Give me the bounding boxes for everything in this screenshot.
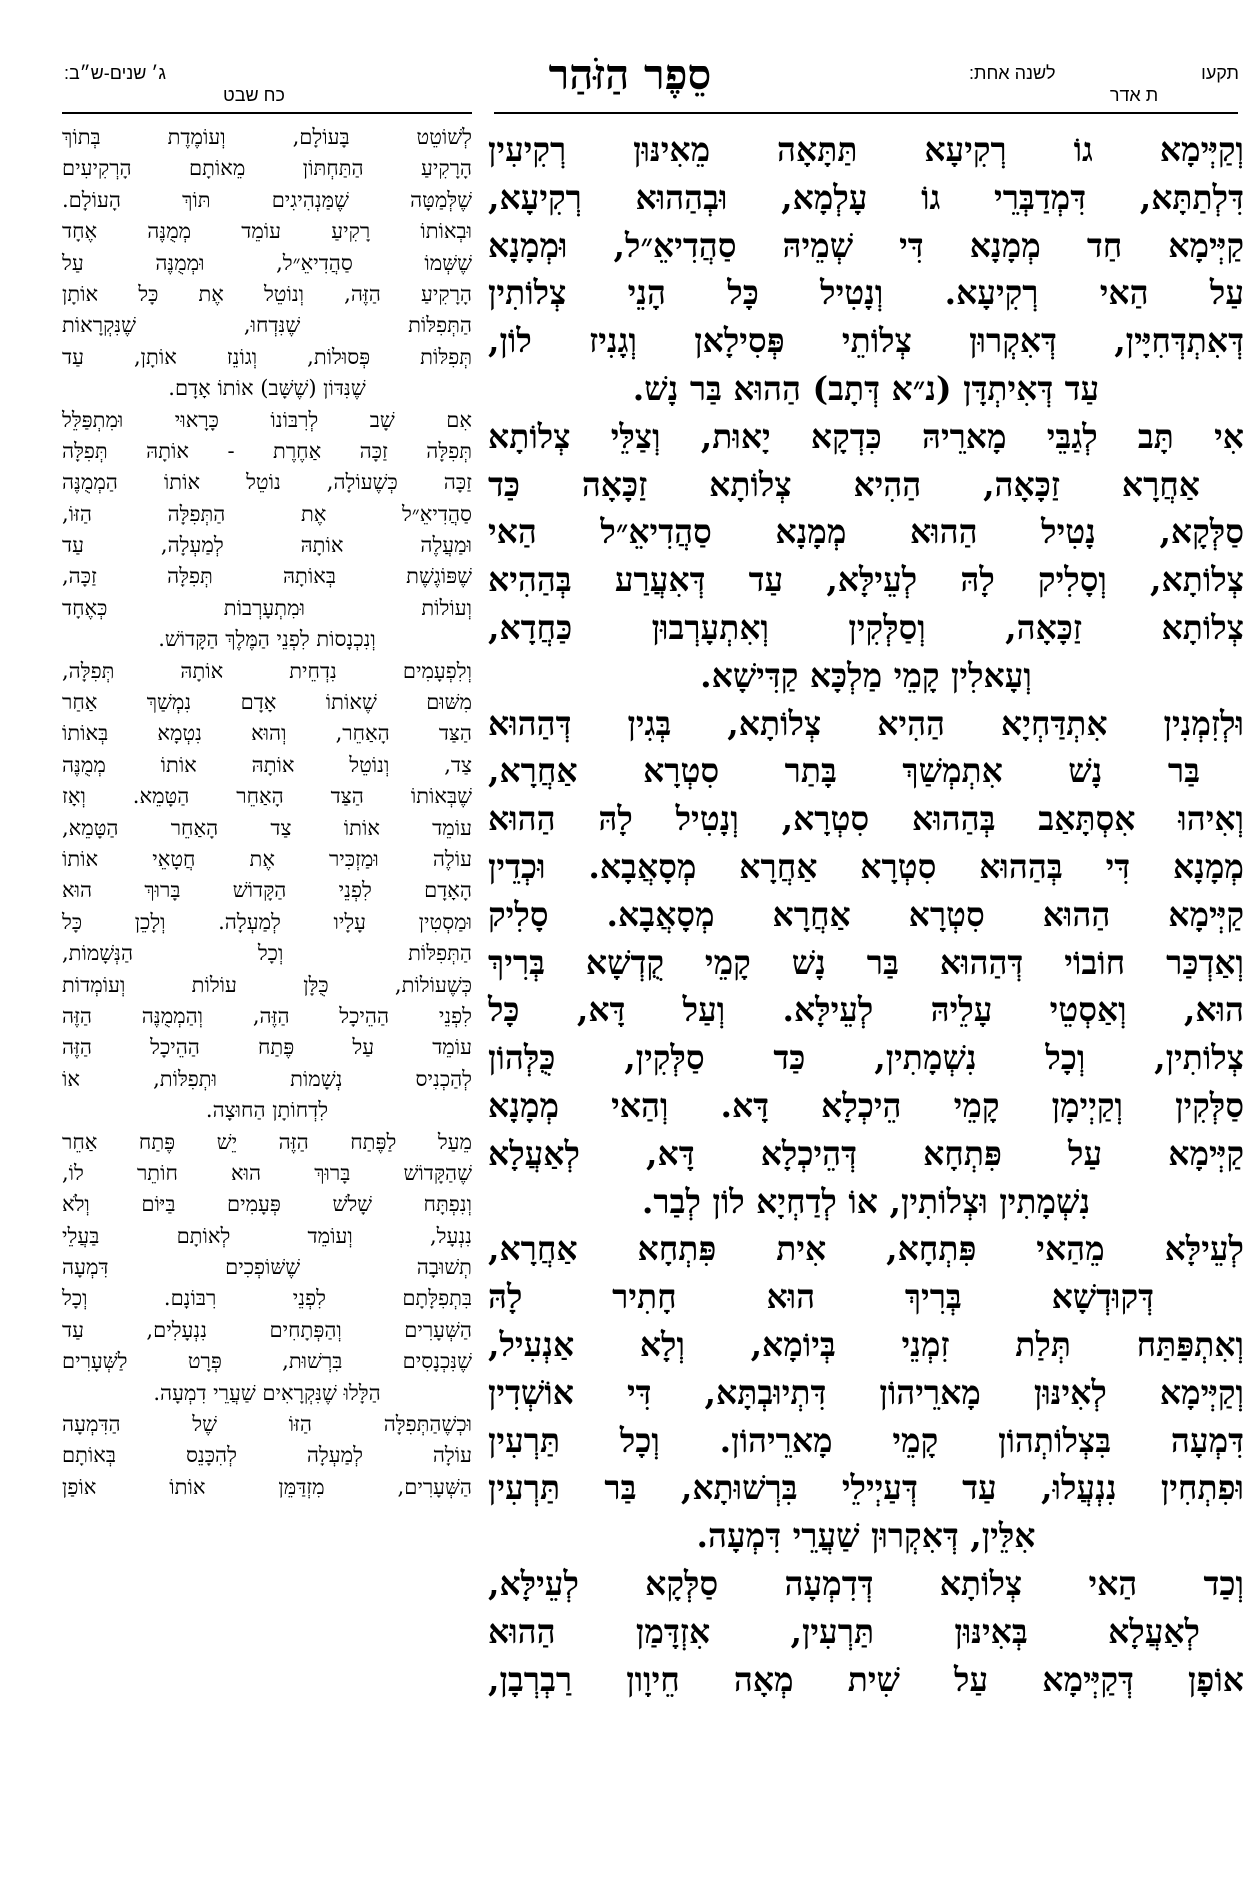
translation-line: הָרָקִיעַ הַזֶּה, וְנוֹטֵל אֶת כָּל אוֹתָן [62,281,472,306]
header-left-info [64,62,444,106]
translation-line: וּכְשֶׁהַתְּפִלָּה הַזּוֹ שֶׁל הַדִּמְעָה [62,1412,472,1437]
header-right-info [969,62,1239,106]
main-text-line: נִשְׁמָתִין וּצְלוֹתִין, אוֹ לְדַחְיָא לוֹן לְבַר. [641,1181,1091,1221]
main-text-line: דִּמְעָה בִּצְלוֹתְהוֹן קָמֵי מָארֵיהוֹן. וְכָל תַּרְעִין [488,1420,1244,1460]
translation-line: תְּפִלָּה זַכָּה אַחֶרֶת - אוֹתָהּ תְּפִלָּה [62,438,472,463]
main-text-line: אוֹפָן דְּקַיְּימָא עַל שִׁית מְאָה חֵיוָון רַבְרְבָן, [488,1659,1244,1699]
main-text-line: וְקַיְּימָא לְאִינּוּן מָארֵיהוֹן דִּתְיוּבְתָּא, דִּי אוֹשְׁדִין [488,1372,1244,1412]
main-text-line: הוּא, וְאַסְטֵי עָלֵיהּ לְעֵילָּא. וְעַל דָּא, כָּל [488,990,1244,1030]
header-right-top-b: לשנה אחת: [969,63,1056,83]
page-header [0,0,1253,118]
translation-line: שֶׁנִּכְנָסִים בִּרְשׁוּת, פְּרָט לַשְּׁעָרִים [62,1349,472,1374]
translation-line: הָאָדָם לִפְנֵי הַקָּדוֹשׁ בָּרוּךְ הוּא [62,878,472,903]
main-text-line: וְקַיְּימָא גוֹ רְקִיעָא תַּתָּאָה מֵאִינּוּן רְקִיעִין [488,130,1244,169]
translation-line: סַהֲדִיאֵ״ל אֶת הַתְּפִלָּה הַזּוֹ, [62,501,472,526]
main-text-line: אִלֵּין, דְּאִקְרוּן שַׁעֲרֵי דִּמְעָה. [696,1516,1036,1556]
main-text-line: וְאַדְכַּר חוֹבוֹי דְּהַהוּא בַּר נָשׁ קָמֵי קֻדְשָׁא בְּרִיךְ [488,942,1244,982]
translation-line: וְנִכְנָסוֹת לִפְנֵי הַמֶּלֶךְ הַקָּדוֹשׁ. [158,627,376,652]
main-text-line: וְכַד הַאי צְלוֹתָא דְּדִמְעָה סַלְּקָא לְעֵילָּא, [488,1563,1244,1603]
header-left-top: ג׳ שנים-ש״ב: [64,63,166,83]
translation-line: מֵעַל לַפֶּתַח הַזֶּה יֵשׁ פֶּתַח אַחֵר [62,1129,472,1154]
main-text-line: קַיְּימָא חַד מְמָנָא דִּי שְׁמֵיהּ סַהֲדִיאֵ״ל, וּמְמָנָא [488,225,1244,265]
translation-line: עוֹמֵד אוֹתוֹ צַד הָאַחֵר הַטָּמֵא, [62,815,472,840]
translation-line: הַשְּׁעָרִים וְהַפְּתָחִים נִנְעָלִים, עַד [62,1317,472,1342]
main-text-line: וְאִיהוּ אִסְתָּאַב בְּהַהוּא סִטְרָא, וְנָטִיל לָהּ הַהוּא [488,799,1244,839]
main-text-line: לְעֵילָּא מֵהַאי פִּתְחָא, אִית פִּתְחָא אַחֲרָא, [488,1229,1244,1269]
translation-line: לִפְנֵי הַהֵיכָל הַזֶּה, וְהַמְמֻנֶּה הַזֶּה [62,1003,472,1028]
translation-column [62,122,472,1872]
translation-line: הַתְּפִלּוֹת שֶׁנִּדְחוּ, שֶׁנִּקְרָאוֹת [62,313,472,338]
translation-line: שֶׁנִּדּוֹן (שֶׁשָּׁב) אוֹתוֹ אָדָם. [168,376,366,401]
main-text-line: אִי תָּב לְגַבֵּי מָארֵיהּ כִּדְקָא יָאוּת, וְצַלֵּי צְלוֹתָא [488,416,1244,456]
header-left-sub: כח שבט [223,85,285,105]
translation-line: צַד, וְנוֹטֵל אוֹתָהּ אוֹתוֹ מְמֻנֶּה [62,752,472,777]
translation-line: שֶׁבְּאוֹתוֹ הַצַּד הָאַחֵר הַטָּמֵא. וְאָז [62,784,472,809]
translation-line: שֶׁהַקָּדוֹשׁ בָּרוּךְ הוּא חוֹתֵר לוֹ, [62,1160,472,1185]
translation-line: שֶׁפּוֹגֶשֶׁת בְּאוֹתָהּ תְּפִלָּה זַכָּה, [62,564,472,589]
main-text-line: דְּקוּדְשָׁא בְּרִיךְ הוּא חָתִיר לָהּ [488,1277,1154,1317]
translation-line: הַשְּׁעָרִים, מִזְדַּמֵּן אוֹתוֹ אוֹפַן [62,1474,472,1499]
translation-line: מִשּׁוּם שֶׁאוֹתוֹ אָדָם נִמְשַׁךְ אַחַר [62,690,472,715]
translation-line: הַלָּלוּ שֶׁנִּקְרָאִים שַׁעֲרֵי דִמְעָה. [153,1380,381,1405]
translation-line: וְלִפְעָמִים נִדְחֵית אוֹתָהּ תְּפִלָּה, [62,658,472,683]
main-text-line: אַחֲרָא זַכָּאָה, הַהִיא צְלוֹתָא זַכָּאָה כַּד [488,464,1200,504]
main-text-line: וּפִתְחִין נִנְעֲלוּ, עַד דְּעַיְילֵי בִּרְשׁוּתָא, בַּר תַּרְעִין [488,1468,1244,1508]
translation-line: זַכָּה כְּשֶׁעוֹלָה, נוֹטֵל אוֹתוֹ הַמְמֻנֶּה [62,470,472,495]
translation-line: לְשׁוֹטֵט בָּעוֹלָם, וְעוֹמֶדֶת בְּתוֹךְ [62,125,472,149]
translation-line: וְנִפְתָּח שָׁלֹשׁ פְּעָמִים בַּיּוֹם וְלֹא [62,1192,472,1217]
main-text-line: דְּאִתְדְּחִיָּין, דְּאִקְרוּן צְלוֹתֵי פְּסִילָאן וְגָנִיז לוֹן, [488,321,1244,361]
main-text-line: וְאִתְפַּתַּח תְּלַת זִמְנֵי בְּיוֹמָא, וְלָא אַנְעִיל, [488,1324,1244,1364]
main-text-line: מְמָנָא דִּי בְּהַהוּא סִטְרָא אַחֲרָא מְסָאֲבָא. וּכְדֵין [488,846,1244,886]
header-right-sub: ת אדר [1109,85,1159,105]
header-rule-main [494,112,1238,114]
main-text-line: קַיְּימָא עַל פִּתְחָא דְּהֵיכְלָא דָּא, לְאַעֲלָא [488,1133,1244,1173]
translation-line: הָרָקִיעַ הַתַּחְתּוֹן מֵאוֹתָם הָרְקִיעִים [62,156,472,181]
main-text-line: צְלוֹתָא, וְסָלִיק לָהּ לְעֵילָּא, עַד דְּאִעֲרַע בְּהַהִיא [488,560,1244,600]
translation-line: תְשׁוּבָה שֶׁשּׁוֹפְכִים דִּמְעָה [62,1255,472,1280]
main-text-line: לְאַעֲלָא בְּאִינּוּן תַּרְעִין, אִזְדָּמַן הַהוּא [488,1611,1200,1651]
translation-line: עוֹלֶה וּמַזְכִּיר אֶת חֲטָאֵי אוֹתוֹ [62,846,472,871]
translation-line: עוֹמֵד עַל פֶּתַח הַהֵיכָל הַזֶּה [62,1035,472,1060]
main-text-column [488,126,1244,1866]
main-text-line: סַלְּקִין וְקַיְימָן קָמֵי הֵיכְלָא דָּא. וְהַאי מְמָנָא [488,1085,1244,1125]
translation-line: הַתְּפִלּוֹת וְכָל הַנְּשָׁמוֹת, [62,941,472,966]
main-text-line: צְלוֹתָא זַכָּאָה, וְסַלְּקִין וְאִתְעָרְבוּן כַּחֲדָא, [488,607,1244,647]
translation-line: שֶׁשְּׁמוֹ סַהֲדִיאֵ״ל, וּמְמֻנֶּה עַל [62,250,472,275]
translation-line: אִם שָׁב לְרִבּוֹנוֹ כָּרָאוּי וּמִתְפַּלֵּל [62,407,472,432]
translation-line: וּמַעֲלֶה אוֹתָהּ לְמַעְלָה, עַד [62,533,472,558]
translation-line: תְּפִלּוֹת פְּסוּלוֹת, וְגוֹנֵז אוֹתָן, עַד [62,344,472,369]
main-text-line: עַל הַאי רְקִיעָא. וְנָטִיל כָּל הָנֵי צְלוֹתִין [488,273,1244,313]
translation-line: כְּשֶׁעוֹלוֹת, כֻּלָּן עוֹלוֹת וְעוֹמְדוֹת [62,972,472,997]
translation-line: לְהַכְנִיס נְשָׁמוֹת וּתְפִלּוֹת, אוֹ [62,1066,472,1091]
translation-line: וּמַסְטִין עָלָיו לְמַעְלָה. וְלָכֵן כָּל [62,909,472,934]
translation-line: הַצַּד הָאַחֵר, וְהוּא נִטְמָא בְּאוֹתוֹ [62,721,472,746]
main-text-line: וּלְזִמְנִין אִתְדַּחְיָא הַהִיא צְלוֹתָא, בְּגִין דְּהַהוּא [488,703,1244,743]
main-text-line: קַיְּימָא הַהוּא סִטְרָא אַחֲרָא מְסָאֲבָא. סָלִיק [488,894,1244,934]
main-text-line: דִּלְתַתָּא, דִּמְדַבְּרֵי גוֹ עָלְמָא, וּבְהַהוּא רְקִיעָא, [488,177,1244,217]
main-text-line: עַד דְּאִיתְדָּן (נ״א דְּתָב) הַהוּא בַּר נָשׁ. [632,368,1100,408]
main-text-line: צְלוֹתִין, וְכָל נִשְׁמָתִין, כַּד סַלְּקִין, כֻּלְּהוֹן [488,1038,1244,1078]
header-right-top-a: תקעו [1201,63,1239,83]
translation-line: וּבְאוֹתוֹ רָקִיעַ עוֹמֵד מְמֻנֶּה אֶחָד [62,219,472,244]
header-rule-side [62,112,472,114]
main-text-line: וְעָאלִין קָמֵי מַלְכָּא קַדִּישָׁא. [700,655,1032,695]
translation-line: לִדְחוֹתָן הַחוּצָה. [205,1098,329,1123]
translation-line: וְעוֹלוֹת וּמִתְעָרְבוֹת כְּאֶחָד [62,595,472,620]
translation-line: עוֹלָה לְמַעְלָה לְהִכָּנֵס בְּאוֹתָם [62,1443,472,1468]
translation-line: שֶׁלְּמַטָּה שֶׁמַּנְהִיגִים תּוֹךְ הָעוֹלָם. [62,187,472,212]
translation-line: בִּתְפִלָּתָם לִפְנֵי רִבּוֹנָם. וְכָל [62,1286,472,1311]
translation-line: נִנְעָל, וְעוֹמֵד לְאוֹתָם בַּעֲלֵי [62,1223,472,1248]
main-text-line: סַלְּקָא, נָטִיל הַהוּא מְמָנָא סַהֲדִיאֵ״ל הַאי [488,512,1244,552]
main-text-line: בַּר נָשׁ אִתְמְשַׁךְ בָּתַר סִטְרָא אַחֲרָא, [488,751,1200,791]
page-title: סֵפֶר הַזֹּהַר [548,50,712,99]
